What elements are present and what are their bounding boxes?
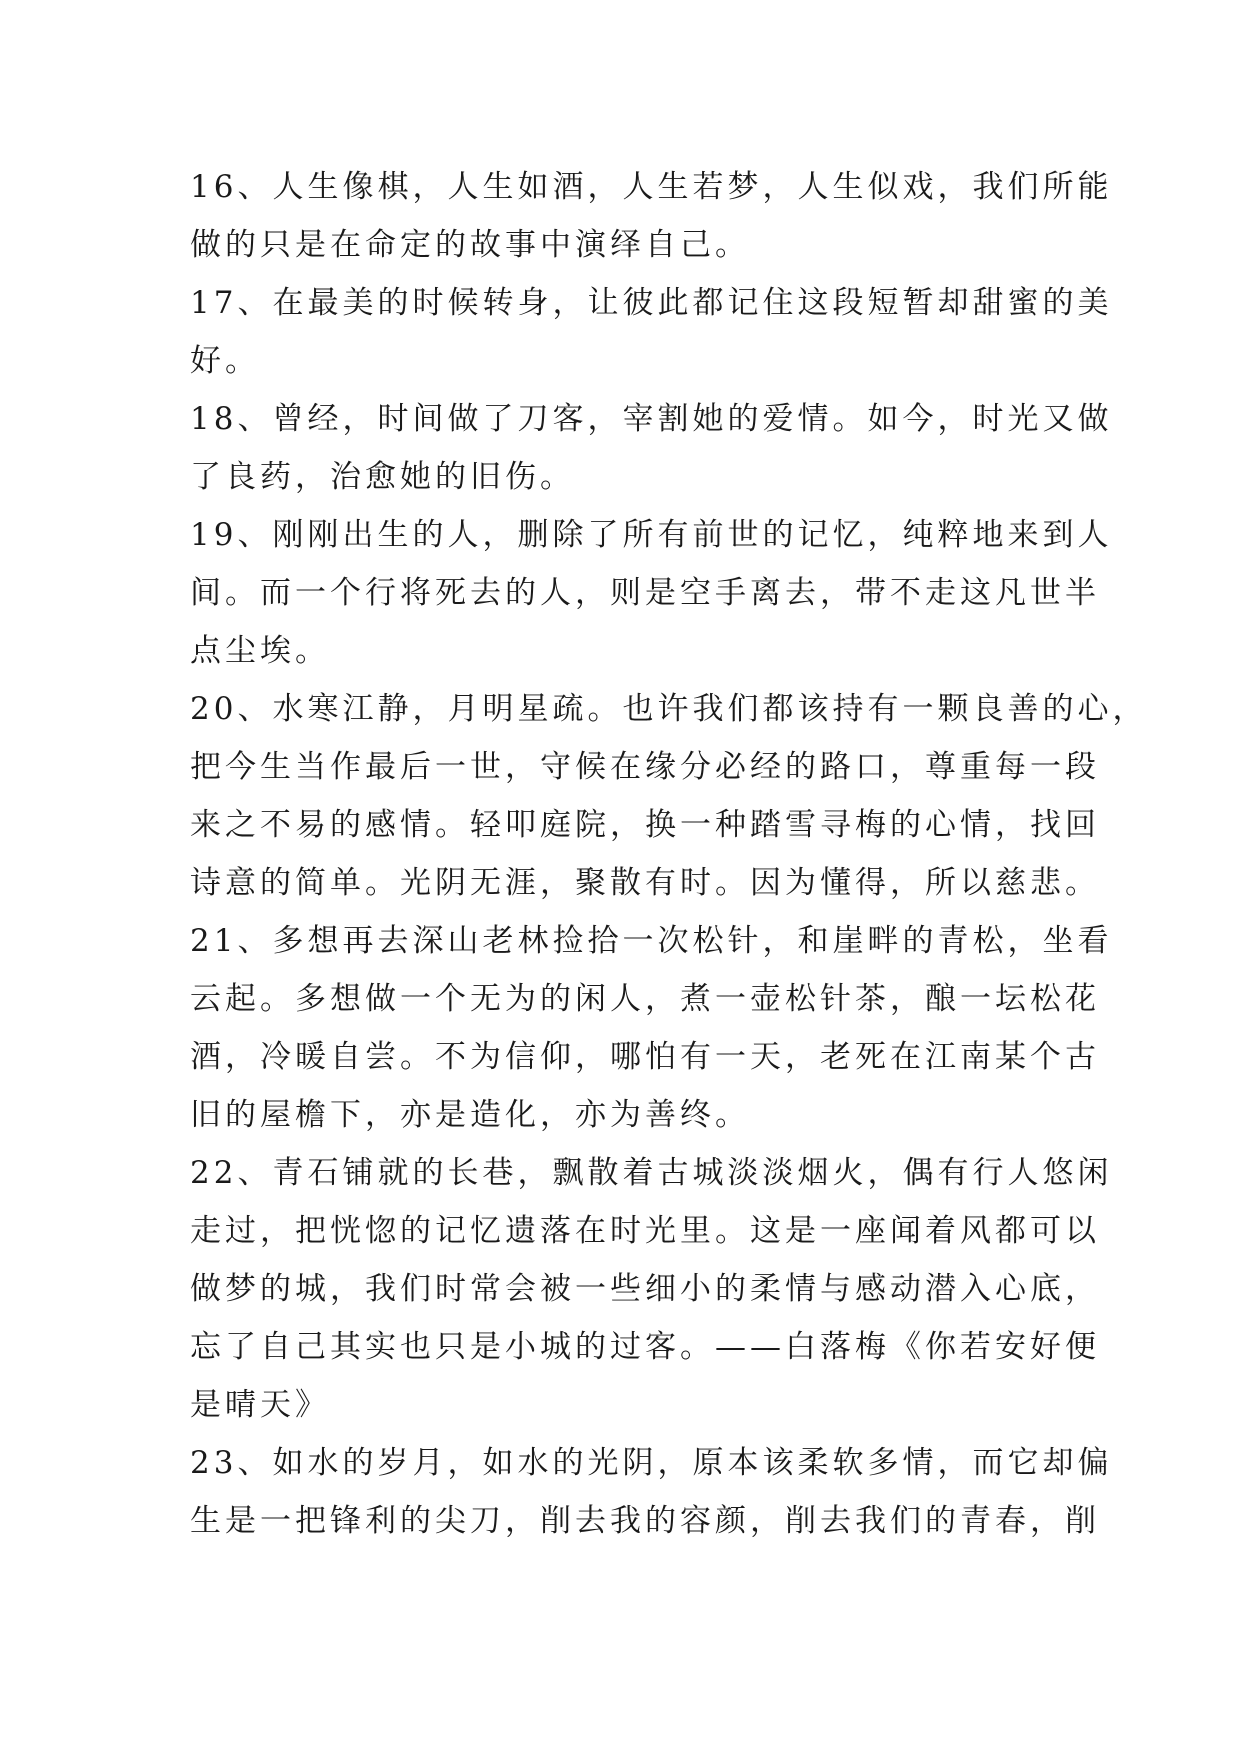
text-line: 18、曾经，时间做了刀客，宰割她的爱情。如今，时光又做 [190, 401, 1113, 437]
text-line: 17、在最美的时候转身，让彼此都记住这段短暂却甜蜜的美 [190, 285, 1113, 321]
text-line: 21、多想再去深山老林捡拾一次松针，和崖畔的青松，坐看 [190, 923, 1113, 959]
text-line: 忘了自己其实也只是小城的过客。——白落梅《你若安好便 [190, 1329, 1100, 1365]
text-line: 生是一把锋利的尖刀，削去我的容颜，削去我们的青春，削 [190, 1503, 1100, 1539]
text-line: 23、如水的岁月，如水的光阴，原本该柔软多情，而它却偏 [190, 1445, 1113, 1481]
text-line: 19、刚刚出生的人，删除了所有前世的记忆，纯粹地来到人 [190, 517, 1113, 553]
text-line: 云起。多想做一个无为的闲人，煮一壶松针茶，酿一坛松花 [190, 981, 1100, 1017]
text-line: 做梦的城，我们时常会被一些细小的柔情与感动潜入心底， [190, 1271, 1100, 1307]
text-line: 点尘埃。 [190, 633, 330, 669]
text-line: 22、青石铺就的长巷，飘散着古城淡淡烟火，偶有行人悠闲 [190, 1155, 1113, 1191]
text-line: 酒，冷暖自尝。不为信仰，哪怕有一天，老死在江南某个古 [190, 1039, 1100, 1075]
document-body [190, 158, 1148, 1550]
text-line: 好。 [190, 343, 260, 379]
text-line: 旧的屋檐下，亦是造化，亦为善终。 [190, 1097, 750, 1133]
text-line: 做的只是在命定的故事中演绎自己。 [190, 227, 750, 263]
text-line: 间。而一个行将死去的人，则是空手离去，带不走这凡世半 [190, 575, 1100, 611]
text-line: 是晴天》 [190, 1387, 330, 1423]
text-line: 走过，把恍惚的记忆遗落在时光里。这是一座闻着风都可以 [190, 1213, 1100, 1249]
text-line: 16、人生像棋，人生如酒，人生若梦，人生似戏，我们所能 [190, 169, 1113, 205]
text-line: 20、水寒江静，月明星疏。也许我们都该持有一颗良善的心， [190, 691, 1148, 727]
text-line: 把今生当作最后一世，守候在缘分必经的路口，尊重每一段 [190, 749, 1100, 785]
text-line: 诗意的简单。光阴无涯，聚散有时。因为懂得，所以慈悲。 [190, 865, 1100, 901]
text-line: 了良药，治愈她的旧伤。 [190, 459, 575, 495]
text-line: 来之不易的感情。轻叩庭院，换一种踏雪寻梅的心情，找回 [190, 807, 1100, 843]
